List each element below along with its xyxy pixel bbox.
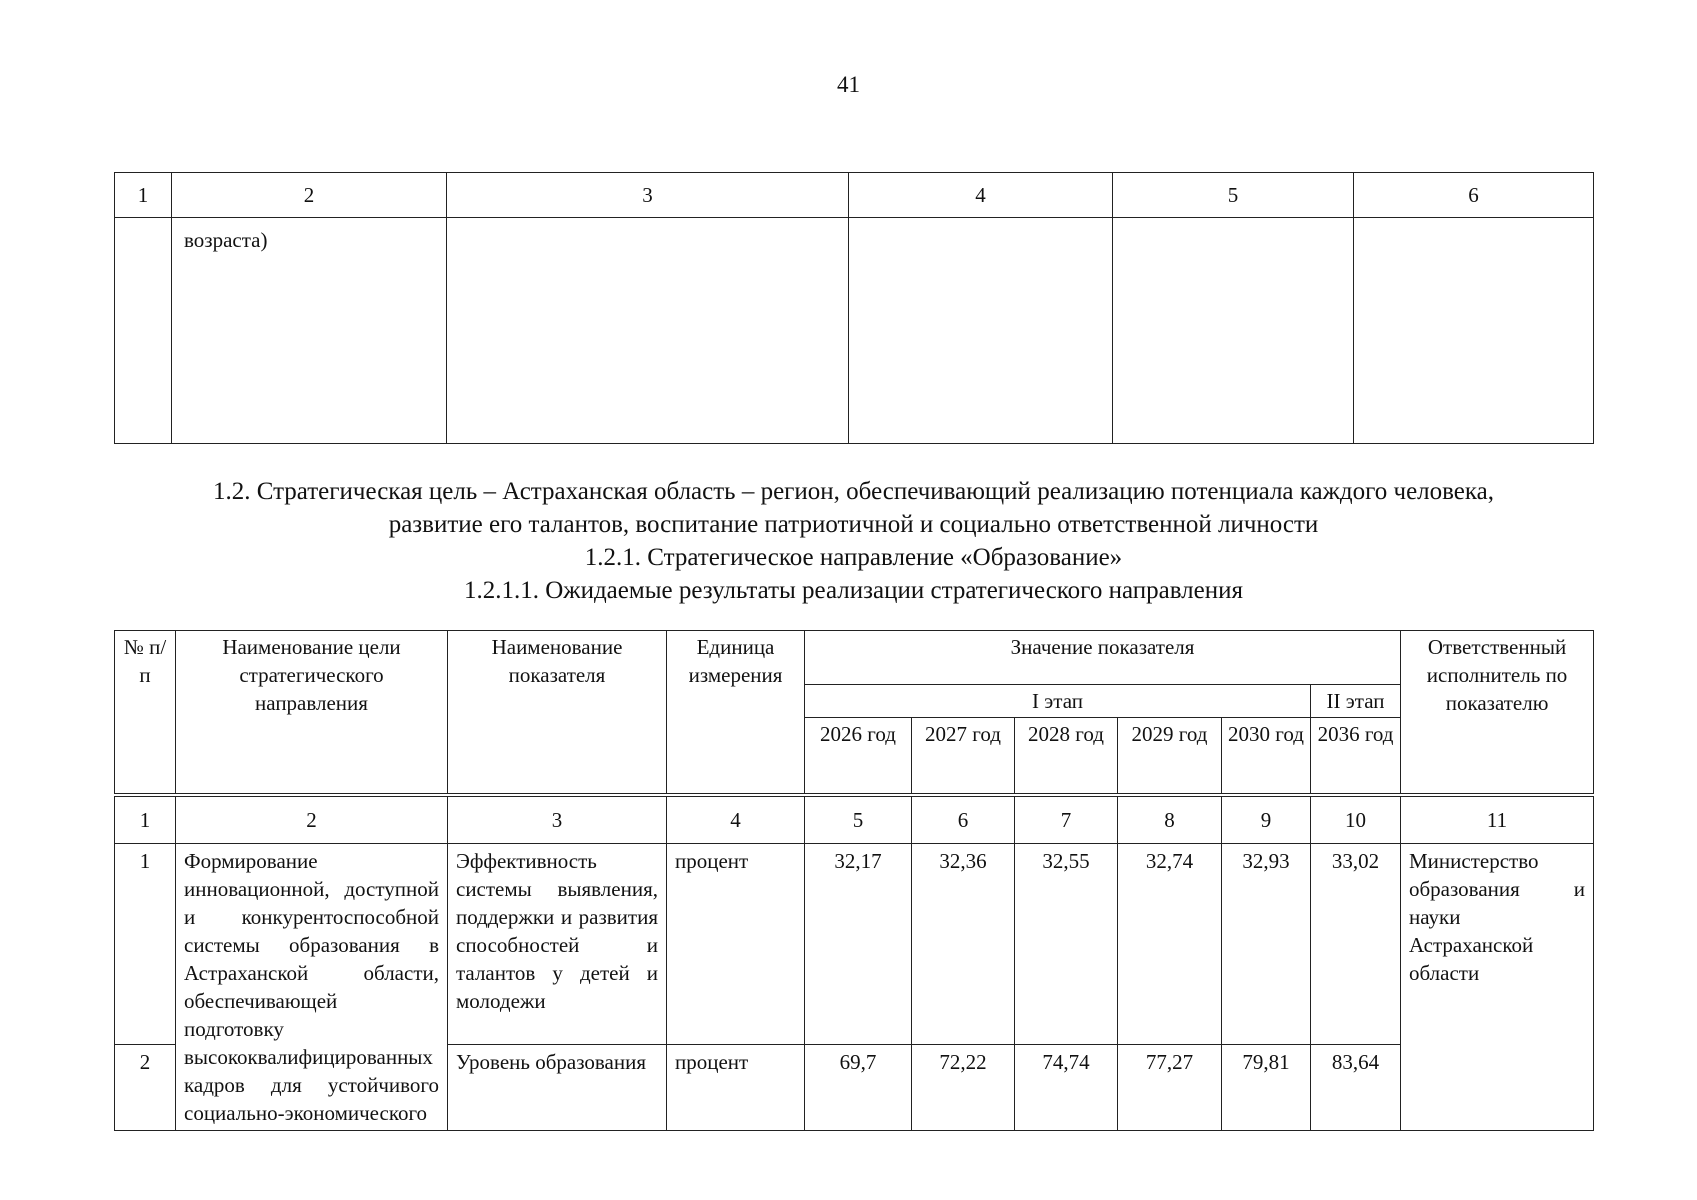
value-cell: 69,7 [805, 1045, 912, 1131]
indicator-cell: Уровень образования [448, 1045, 667, 1131]
column-number: 4 [667, 797, 805, 844]
column-number: 8 [1118, 797, 1222, 844]
page-number: 41 [837, 72, 860, 97]
year-header: 2027 год [912, 718, 1015, 794]
table-cell: возраста) [172, 218, 447, 444]
table-row [115, 218, 1594, 444]
continued-table [114, 172, 1594, 444]
table-cell [849, 218, 1113, 444]
stage-1-header: I этап [805, 685, 1311, 718]
year-header: 2030 год [1222, 718, 1311, 794]
unit-cell: процент [667, 1045, 805, 1131]
header-cell: 6 [1354, 173, 1594, 218]
column-number: 3 [448, 797, 667, 844]
header-cell: 3 [447, 173, 849, 218]
year-header: 2029 год [1118, 718, 1222, 794]
header-cell: 1 [115, 173, 172, 218]
value-cell: 33,02 [1311, 844, 1401, 1045]
col-unit-header: Единица измерения [667, 631, 805, 794]
results-table-body [114, 796, 1594, 1131]
col-indicator-header: Наименование показателя [448, 631, 667, 794]
column-number: 10 [1311, 797, 1401, 844]
table-header-row [115, 631, 1594, 685]
responsible-cell: Министерство образования и науки Астраханской области [1401, 844, 1594, 1131]
year-header: 2036 год [1311, 718, 1401, 794]
column-number: 6 [912, 797, 1015, 844]
indicator-cell: Эффективность системы выявления, поддержки и развития способностей и талантов у детей и молодежи [448, 844, 667, 1045]
goal-cell: Формирование инновационной, доступной и конкурентоспособной системы образования в Астраханской области, обеспечивающей подготовку высококвалифицированных кадров для устойчивого социально-экономического [176, 844, 448, 1131]
value-cell: 74,74 [1015, 1045, 1118, 1131]
table-header-row [115, 173, 1594, 218]
col-responsible-header: Ответственный исполнитель по показателю [1401, 631, 1594, 794]
unit-cell: процент [667, 844, 805, 1045]
header-cell: 2 [172, 173, 447, 218]
column-number: 11 [1401, 797, 1594, 844]
heading-line: 1.2.1.1. Ожидаемые результаты реализации стратегического направления [464, 577, 1243, 604]
row-number: 2 [115, 1045, 176, 1131]
value-cell: 77,27 [1118, 1045, 1222, 1131]
col-goal-header: Наименование цели стратегического направления [176, 631, 448, 794]
column-number: 2 [176, 797, 448, 844]
heading-line: 1.2. Стратегическая цель – Астраханская область – регион, обеспечивающий реализацию потенциала каждого человека, [212, 478, 1495, 505]
value-cell: 79,81 [1222, 1045, 1311, 1131]
year-header: 2026 год [805, 718, 912, 794]
year-header: 2028 год [1015, 718, 1118, 794]
row-number: 1 [115, 844, 176, 1045]
heading-line: 1.2.1. Стратегическое направление «Образование» [584, 544, 1123, 571]
section-heading [114, 475, 1593, 607]
value-cell: 83,64 [1311, 1045, 1401, 1131]
column-number: 7 [1015, 797, 1118, 844]
value-cell: 32,17 [805, 844, 912, 1045]
value-cell: 72,22 [912, 1045, 1015, 1131]
table-row [115, 844, 1594, 1045]
column-number: 9 [1222, 797, 1311, 844]
header-cell: 4 [849, 173, 1113, 218]
value-cell: 32,93 [1222, 844, 1311, 1045]
heading-line: развитие его талантов, воспитание патриотичной и социально ответственной личности [388, 511, 1319, 538]
stage-2-header: II этап [1311, 685, 1401, 718]
col-value-header: Значение показателя [805, 631, 1401, 685]
column-number: 5 [805, 797, 912, 844]
table-cell [115, 218, 172, 444]
value-cell: 32,74 [1118, 844, 1222, 1045]
column-number-row [115, 797, 1594, 844]
header-cell: 5 [1113, 173, 1354, 218]
col-number-header: № п/п [115, 631, 176, 794]
table-cell [1113, 218, 1354, 444]
value-cell: 32,36 [912, 844, 1015, 1045]
value-cell: 32,55 [1015, 844, 1118, 1045]
column-number: 1 [115, 797, 176, 844]
table-cell [1354, 218, 1594, 444]
results-table-header [114, 630, 1594, 794]
table-cell [447, 218, 849, 444]
